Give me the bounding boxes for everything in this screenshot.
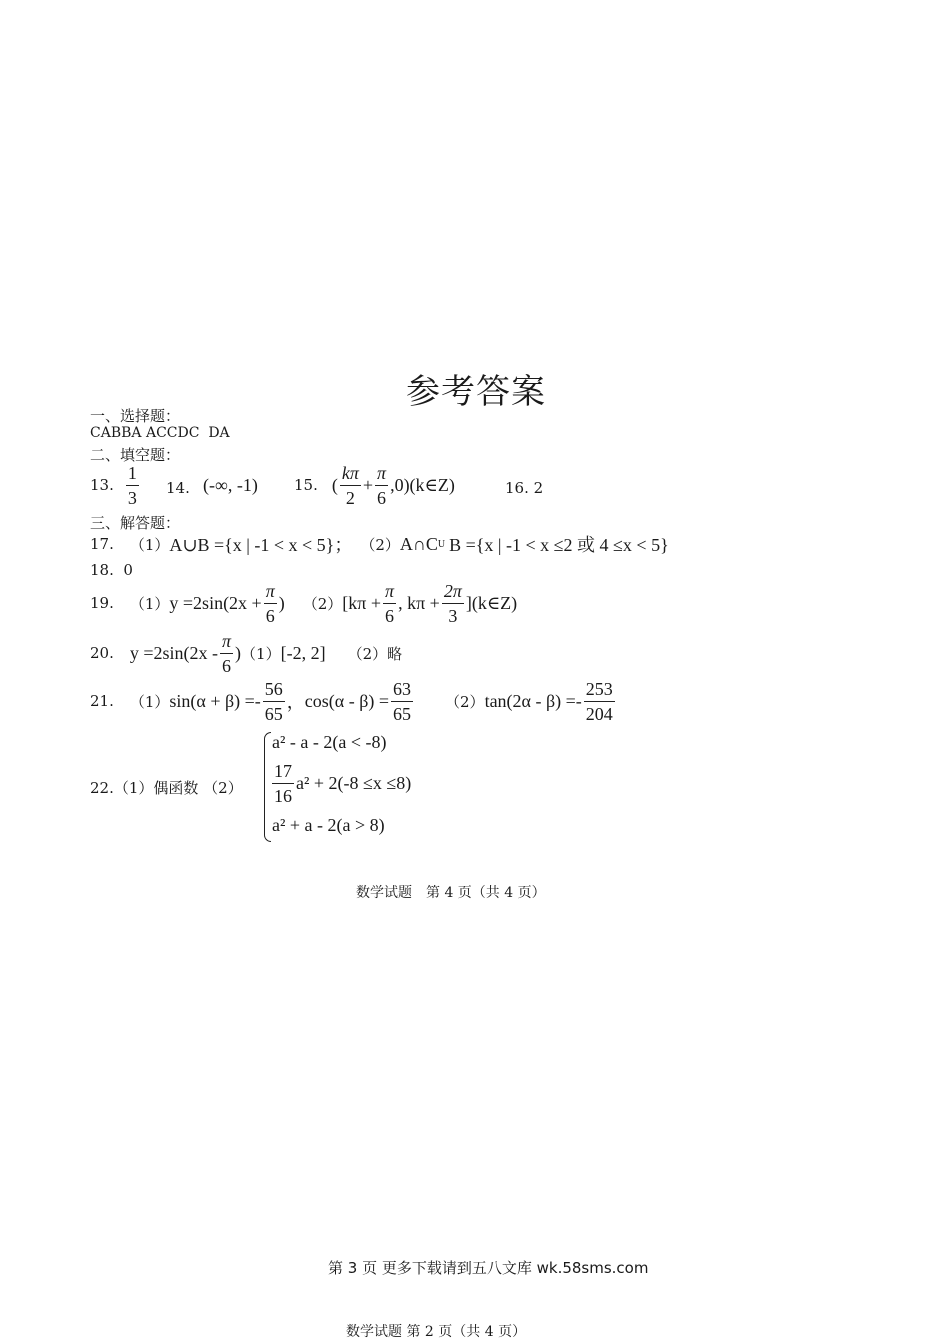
q19-den3: 3 xyxy=(448,605,458,626)
q20-num: π xyxy=(220,632,233,654)
q20-func-b: ) xyxy=(235,642,242,663)
q22-case2-frac xyxy=(272,762,294,805)
q15-num2: π xyxy=(375,464,388,486)
q21-frac3 xyxy=(584,680,615,723)
q21-tan: tan(2α - β) =- xyxy=(484,690,582,711)
page-title: 参考答案 xyxy=(406,372,546,412)
answer-17 xyxy=(90,531,669,557)
q22-case2-num: 17 xyxy=(272,762,294,784)
q19-label: 19. xyxy=(90,594,114,612)
section-heading-fill: 二、填空题： xyxy=(90,446,181,464)
q13-num: 1 xyxy=(126,464,139,486)
q19-num1: π xyxy=(264,582,277,604)
q21-frac2 xyxy=(391,680,413,723)
page-footer: 数学试题 第 4 页（共 4 页） xyxy=(356,885,546,901)
q13-fraction xyxy=(126,464,139,507)
answer-14: (-∞, -1) xyxy=(203,475,258,495)
q19-part1-a: y =2sin(2x + xyxy=(169,592,262,613)
q15-frac2 xyxy=(375,464,388,507)
q19-num2: π xyxy=(383,582,396,604)
q19-frac2 xyxy=(383,582,396,625)
q21-part1-marker: （1） xyxy=(129,692,170,711)
q22-case2-expr: a² + 2(-8 ≤x ≤8) xyxy=(296,772,412,793)
answer-15 xyxy=(294,460,455,510)
q17-part1: A∪B ={x | -1 < x < 5}； xyxy=(169,535,353,555)
q17-part2-a: A∩C xyxy=(399,533,438,554)
q17-part2-marker: （2） xyxy=(360,535,400,554)
q17-part2-b: B ={x | -1 < x ≤2 或 4 ≤x < 5} xyxy=(449,535,669,555)
q20-frac xyxy=(220,632,233,675)
q22-case2 xyxy=(270,760,411,806)
q19-frac3 xyxy=(442,582,464,625)
q17-part1-marker: （1） xyxy=(129,535,170,554)
q15-label: 15. xyxy=(294,476,318,494)
q17-part2-sub: U xyxy=(437,538,446,550)
q22-case2-den: 16 xyxy=(274,785,292,806)
q19-den1: 6 xyxy=(265,605,275,626)
section-heading-choice: 一、选择题： xyxy=(90,407,181,425)
answer-18: 18. 0 xyxy=(90,561,133,579)
section-heading-solve: 三、解答题： xyxy=(90,514,181,532)
q20-part1-marker: （1） xyxy=(241,644,281,663)
q13-den: 3 xyxy=(127,487,137,508)
q19-part1-marker: （1） xyxy=(129,594,170,613)
q15-open: ( xyxy=(331,474,338,495)
q22-case3: a² + a - 2(a > 8) xyxy=(272,815,385,835)
q19-part1-b: ) xyxy=(278,592,285,613)
q20-range: [-2, 2] xyxy=(280,642,326,663)
q21-sin: sin(α + β) =- xyxy=(169,690,261,711)
q15-den1: 2 xyxy=(345,487,355,508)
q21-num3: 253 xyxy=(584,680,615,702)
q21-num2: 63 xyxy=(391,680,413,702)
q20-label: 20. xyxy=(90,644,114,662)
q21-frac1 xyxy=(263,680,285,723)
q15-frac1 xyxy=(340,464,361,507)
q15-num1: kπ xyxy=(340,464,361,486)
answer-13 xyxy=(90,460,141,510)
q20-den: 6 xyxy=(222,655,232,676)
answer-22-label: 22.（1）偶函数 （2） xyxy=(90,779,243,797)
q19-part2-marker: （2） xyxy=(302,594,343,613)
q15-tail: ,0)(k∈Z) xyxy=(390,474,455,495)
q15-den2: 6 xyxy=(377,487,387,508)
q19-part2-a: [kπ + xyxy=(342,592,382,613)
q15-plus: + xyxy=(362,474,374,495)
q21-den1: 65 xyxy=(264,703,283,724)
q20-part2: （2）略 xyxy=(347,644,403,663)
q21-label: 21. xyxy=(90,692,114,710)
choice-answers: CABBA ACCDC DA xyxy=(90,425,230,441)
answer-21 xyxy=(90,676,617,726)
answer-16: 16. 2 xyxy=(505,479,544,497)
answer-19 xyxy=(90,578,517,628)
page-footer-2: 数学试题 第 2 页（共 4 页） xyxy=(346,1324,527,1340)
q21-sep: ， xyxy=(286,692,305,712)
q19-frac1 xyxy=(264,582,277,625)
q17-label: 17. xyxy=(90,535,114,553)
q20-func-a: y =2sin(2x - xyxy=(129,642,219,663)
q19-part2-c: ](k∈Z) xyxy=(465,592,518,613)
q19-part2-b: , kπ + xyxy=(398,592,440,613)
q21-cos: cos(α - β) = xyxy=(304,690,390,711)
q21-den2: 65 xyxy=(393,703,412,724)
answer-14-label: 14. xyxy=(166,479,190,497)
q21-den3: 204 xyxy=(585,703,613,724)
q13-label: 13. xyxy=(90,476,114,494)
q19-den2: 6 xyxy=(385,605,395,626)
q21-num1: 56 xyxy=(263,680,285,702)
q19-num3: 2π xyxy=(442,582,464,604)
answer-20 xyxy=(90,628,402,678)
q21-part2-marker: （2） xyxy=(445,692,485,711)
q22-case1: a² - a - 2(a < -8) xyxy=(272,732,387,752)
download-note: 第 3 页 更多下载请到五八文库 wk.58sms.com xyxy=(328,1259,649,1277)
